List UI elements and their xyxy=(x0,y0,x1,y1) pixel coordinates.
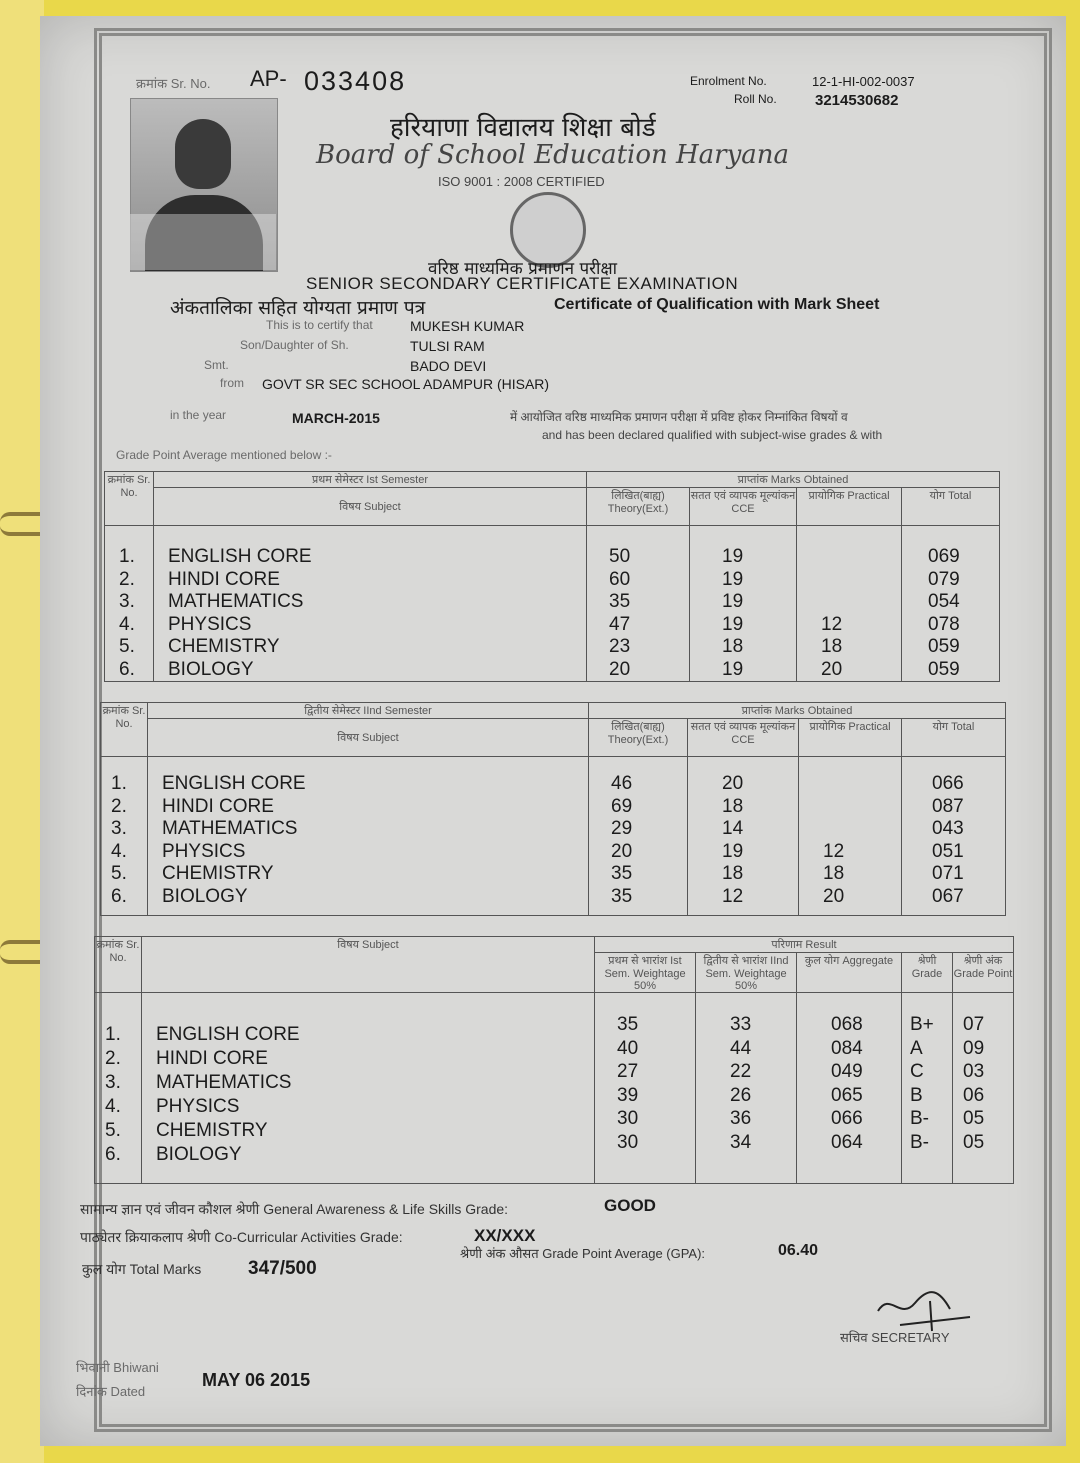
cocurricular-grade: XX/XXX xyxy=(474,1226,536,1245)
father-name: TULSI RAM xyxy=(410,338,485,354)
result-col-subject: विषय Subject xyxy=(142,937,595,993)
sem2-sr-values: 1. 2. 3. 4. 5. 6. xyxy=(111,773,127,907)
sem2-col-cce: सतत एवं व्यापक मूल्यांकन CCE xyxy=(688,719,799,757)
sem1-col-theory: लिखित(बाह्य) Theory(Ext.) xyxy=(587,488,690,526)
sem1-table xyxy=(104,471,1000,682)
school-label: from xyxy=(220,376,244,390)
result-subject-values: ENGLISH CORE HINDI CORE MATHEMATICS PHYSICS CHEMISTRY BIOLOGY xyxy=(156,1024,300,1165)
exam-title-english: SENIOR SECONDARY CERTIFICATE EXAMINATION xyxy=(306,274,739,293)
result-col-sr: क्रमांक Sr. No. xyxy=(95,937,142,993)
certificate-sheet: क्रमांक Sr. No. AP- 033408 Enrolment No. 12-1-HI-002-0037 Roll No. 3214530682 हरियाणा विद्यालय शिक्षा बोर्ड Board of School Education Haryana ISO 9001 : 2008 CERTIFIED वरिष्ठ माध्यमिक प्रमाणन परीक्षा SENIOR SECONDARY CERTIFICATE EXAMINATION अंकतालिका सहित योग्यता प्रमाण पत्र Certificate of Qualification with Mark Sheet This is to certify that MUKESH KUMAR Son/Daughter of Sh. TULSI RAM Smt. BADO DEVI from GOVT SR SEC SCHOOL ADAMPUR (HISAR) in the year MARCH-2015 में आयोजित वरिष्ठ माध्यमिक प्रमाणन परीक्षा में प्रविष्ट होकर निम्नांकित विषयों व and has been declared qualified with subject-wise grades & with Grade Point Average mentioned below :- क्रमांक Sr. No. प्रथम सेमेस्टर Ist Semester प्राप्तांक Marks Obtained विषय Subject लिखित(बाह्य) Theory(Ext.) सतत एवं व्यापक मूल्यांकन CCE प्रायोगिक Practical योग Total 1. 2. 3. 4. 5. 6. ENGLISH CORE HINDI CORE MATHEMATICS PHYSICS CHEMISTRY BIOLOGY 50 60 35 47 23 20 19 19 19 19 18 19 12 18 20 069 079 054 078 059 059 क्रमांक Sr. No. द्वितीय सेमेस्टर IInd Semester प्राप्तांक Marks Obtained विषय Subject लिखित(बाह्य) Theory(Ext.) सतत एवं व्यापक मूल्यांकन CCE प्रायोगिक Practical योग Total 1. 2. 3. 4. 5. 6. ENGLISH CORE HINDI CORE MATHEMATICS PHYSICS CHEMISTRY BIOLOGY 46 69 29 20 35 35 20 18 14 19 18 12 12 18 20 066 087 043 051 071 067 क्रमांक Sr. No. विषय Subject परिणाम Result प्रथम से भारांश Ist Sem. Weightage 50% द्वितीय से भारांश IInd Sem. Weightage 50% कुल योग Aggregate श्रेणी Grade श्रेणी अंक Grade Point 1. 2. 3. 4. 5. 6. ENGLISH CORE HINDI CORE MATHEMATICS PHYSICS CHEMISTRY BIOLOGY 35 40 27 39 30 30 33 44 22 26 36 34 068 084 049 065 066 064 B+ A C B B- B- 07 09 03 06 05 05 सामान्य ज्ञान एवं जीवन कौशल श्रेणी General Awareness & Life Skills Grade: GOOD पाठ्येतर क्रियाकलाप श्रेणी Co-Curricular Activities Grade: XX/XXX श्रेणी अंक औसत Grade Point Average (GPA): 06.40 कुल योग Total Marks 347/500 सचिव SECRETARY भिवानी Bhiwani दिनांक Dated MAY 06 2015 xyxy=(40,16,1066,1446)
certificate-title-english: Certificate of Qualification with Mark Sheet xyxy=(554,296,880,313)
sem2-marks-title: प्राप्तांक Marks Obtained xyxy=(589,703,1006,719)
total-marks-label: कुल योग Total Marks xyxy=(82,1261,202,1277)
roll-number: 3214530682 xyxy=(815,92,899,109)
sem1-cce-values: 19 19 19 19 18 19 xyxy=(722,546,744,680)
cert-prefix: AP- xyxy=(250,66,287,91)
result-grade-point-values: 07 09 03 06 05 05 xyxy=(963,1014,985,1153)
board-name-english: Board of School Education Haryana xyxy=(316,140,790,170)
result-col-grade-point: श्रेणी अंक Grade Point xyxy=(953,953,1014,993)
result-aggregate-values: 068 084 049 065 066 064 xyxy=(831,1014,863,1153)
statement-line-2: and has been declared qualified with subject-wise grades & with xyxy=(542,428,883,442)
certify-label: This is to certify that xyxy=(266,318,373,332)
awareness-label: सामान्य ज्ञान एवं जीवन कौशल श्रेणी General Awareness & Life Skills Grade: xyxy=(80,1201,509,1217)
sem2-subject-values: ENGLISH CORE HINDI CORE MATHEMATICS PHYSICS CHEMISTRY BIOLOGY xyxy=(162,773,306,907)
statement-line-3: Grade Point Average mentioned below :- xyxy=(116,448,332,462)
result-col-aggregate: कुल योग Aggregate xyxy=(797,953,902,993)
sem2-table xyxy=(100,702,1006,916)
year-label: in the year xyxy=(170,408,227,422)
sem2-col-sr: क्रमांक Sr. No. xyxy=(101,703,148,757)
candidate-name: MUKESH KUMAR xyxy=(410,318,525,334)
sem1-total-values: 069 079 054 078 059 059 xyxy=(928,546,960,680)
parent-label: Son/Daughter of Sh. xyxy=(240,338,349,352)
dated-label: दिनांक Dated xyxy=(76,1384,146,1399)
sem2-title: द्वितीय सेमेस्टर IInd Semester xyxy=(148,703,589,719)
sem2-total-values: 066 087 043 051 071 067 xyxy=(932,773,964,907)
issue-date: MAY 06 2015 xyxy=(202,1370,311,1390)
sem1-col-subject: विषय Subject xyxy=(154,488,587,526)
exam-title-hindi: वरिष्ठ माध्यमिक प्रमाणन परीक्षा xyxy=(428,259,618,279)
result-sr-values: 1. 2. 3. 4. 5. 6. xyxy=(105,1024,121,1165)
awareness-grade: GOOD xyxy=(604,1196,656,1215)
mother-label: Smt. xyxy=(204,358,229,372)
sem2-col-theory: लिखित(बाह्य) Theory(Ext.) xyxy=(589,719,688,757)
sem1-practical-values: 12 18 20 xyxy=(821,613,843,680)
result-sem1-values: 35 40 27 39 30 30 xyxy=(617,1014,639,1153)
sem1-col-total: योग Total xyxy=(902,488,1000,526)
sem2-cce-values: 20 18 14 19 18 12 xyxy=(722,773,744,907)
result-table xyxy=(94,936,1014,1184)
secretary-label: सचिव SECRETARY xyxy=(840,1330,950,1345)
gpa-value: 06.40 xyxy=(778,1242,819,1259)
certificate-title-hindi: अंकतालिका सहित योग्यता प्रमाण पत्र xyxy=(170,297,426,319)
result-grade-values: B+ A C B B- B- xyxy=(910,1014,934,1153)
roll-label: Roll No. xyxy=(734,92,777,106)
sem1-marks-title: प्राप्तांक Marks Obtained xyxy=(587,472,1000,488)
photo-signature-area xyxy=(130,214,276,270)
result-sem2-values: 33 44 22 26 36 34 xyxy=(730,1014,752,1153)
cert-number: 033408 xyxy=(304,66,407,96)
result-col-grade: श्रेणी Grade xyxy=(902,953,953,993)
cocurricular-label: पाठ्येतर क्रियाकलाप श्रेणी Co-Curricular Activities Grade: xyxy=(80,1229,403,1245)
enrolment-label: Enrolment No. xyxy=(690,74,767,88)
place-label: भिवानी Bhiwani xyxy=(76,1360,159,1375)
iso-certification: ISO 9001 : 2008 CERTIFIED xyxy=(438,174,605,189)
binder-strip xyxy=(0,0,44,1463)
sem2-col-total: योग Total xyxy=(902,719,1006,757)
board-name-hindi: हरियाणा विद्यालय शिक्षा बोर्ड xyxy=(390,113,656,143)
sem2-col-practical: प्रायोगिक Practical xyxy=(799,719,902,757)
mother-name: BADO DEVI xyxy=(410,358,487,374)
gpa-label: श्रेणी अंक औसत Grade Point Average (GPA): xyxy=(460,1246,706,1261)
sem1-col-practical: प्रायोगिक Practical xyxy=(797,488,902,526)
enrolment-number: 12-1-HI-002-0037 xyxy=(812,74,915,89)
result-title: परिणाम Result xyxy=(595,937,1014,953)
total-marks-value: 347/500 xyxy=(248,1258,317,1279)
result-col-sem1: प्रथम से भारांश Ist Sem. Weightage 50% xyxy=(595,953,696,993)
sem2-col-subject: विषय Subject xyxy=(148,719,589,757)
sem2-theory-values: 46 69 29 20 35 35 xyxy=(611,773,633,907)
sem1-col-sr: क्रमांक Sr. No. xyxy=(105,472,154,526)
statement-line-1: में आयोजित वरिष्ठ माध्यमिक प्रमाणन परीक्षा में प्रविष्ट होकर निम्नांकित विषयों व xyxy=(510,410,848,424)
sem1-col-cce: सतत एवं व्यापक मूल्यांकन CCE xyxy=(690,488,797,526)
sem1-title: प्रथम सेमेस्टर Ist Semester xyxy=(154,472,587,488)
sem1-subject-values: ENGLISH CORE HINDI CORE MATHEMATICS PHYSICS CHEMISTRY BIOLOGY xyxy=(168,546,312,680)
result-col-sem2: द्वितीय से भारांश IInd Sem. Weightage 50% xyxy=(696,953,797,993)
school-name: GOVT SR SEC SCHOOL ADAMPUR (HISAR) xyxy=(262,376,550,392)
sem1-sr-values: 1. 2. 3. 4. 5. 6. xyxy=(119,546,135,680)
sem2-practical-values: 12 18 20 xyxy=(823,840,845,907)
sem1-theory-values: 50 60 35 47 23 20 xyxy=(609,546,631,680)
exam-session: MARCH-2015 xyxy=(292,410,380,426)
